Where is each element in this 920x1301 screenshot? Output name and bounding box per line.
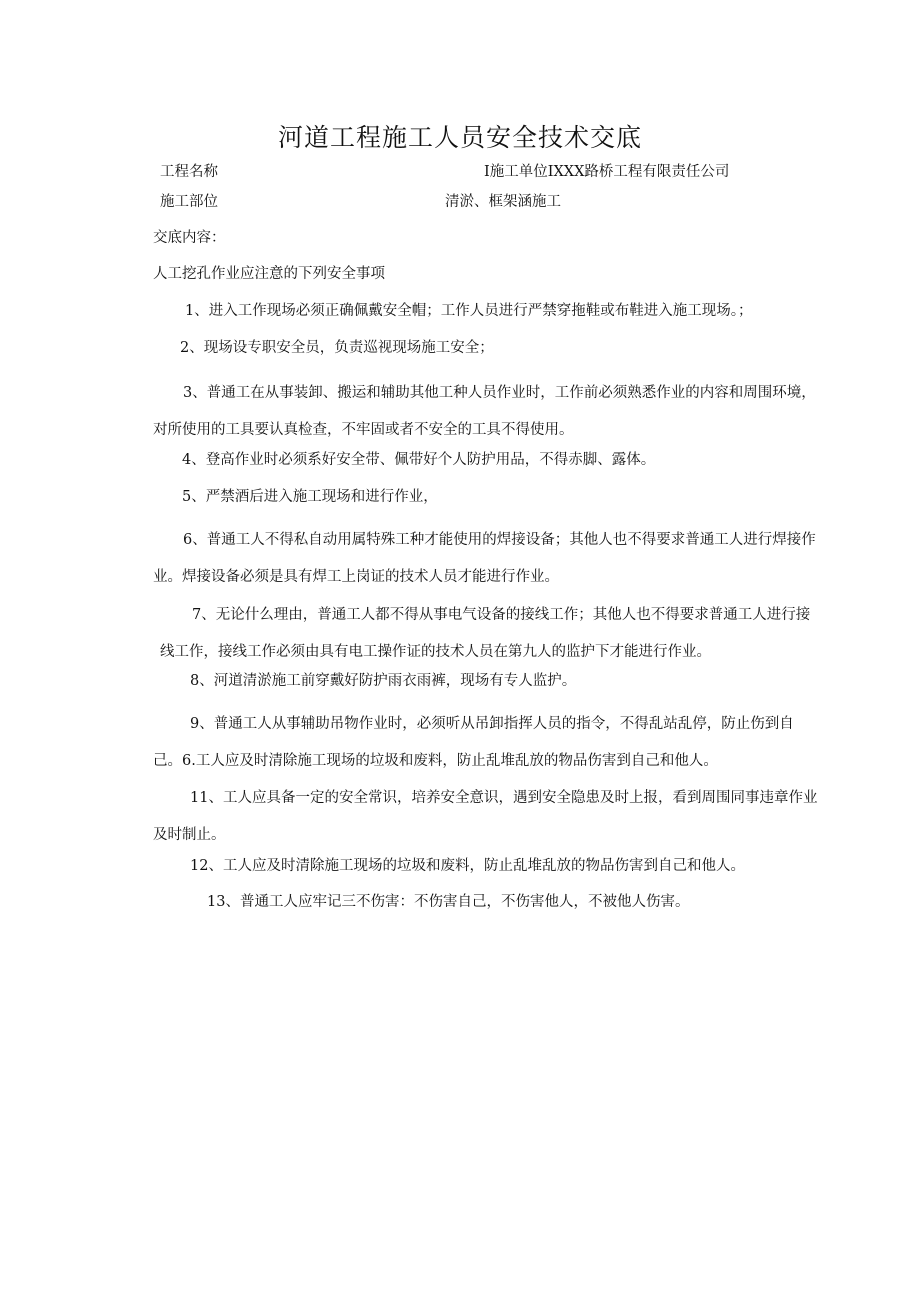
list-item: 7、无论什么理由，普通工人都不得从事电气设备的接线工作；其他人也不得要求普通工人进行接线工作，接线工作必须由具有电工操作证的技术人员在第九人的监护下才能进行作业。 — [160, 607, 811, 660]
list-item: 6、普通工人不得私自动用属特殊工种才能使用的焊接设备；其他人也不得要求普通工人进行焊接作业。焊接设备必须是具有焊工上岗证的技术人员才能进行作业。 — [153, 532, 816, 585]
list-item: 3、普通工在从事装卸、搬运和辅助其他工种人员作业时，工作前必须熟悉作业的内容和周围环境，对所使用的工具要认真检查，不牢固或者不安全的工具不得使用。 — [153, 385, 816, 438]
list-item: 2、现场设专职安全员，负责巡视现场施工安全； — [180, 340, 494, 356]
document-title: 河道工程施工人员安全技术交底 — [277, 123, 642, 152]
list-item: 4、登高作业时必须系好安全带、佩带好个人防护用品，不得赤脚、露体。 — [182, 452, 656, 468]
construction-unit: I施工单位IXXX路桥工程有限责任公司 — [484, 164, 730, 180]
list-item: 1、进入工作现场必须正确佩戴安全帽；工作人员进行严禁穿拖鞋或布鞋进入施工现场。； — [185, 303, 753, 319]
construction-part-value: 清淤、框架涵施工 — [445, 194, 561, 210]
list-item: 11、工人应具备一定的安全常识，培养安全意识，遇到安全隐患及时上报，看到周围同事违章作业及时制止。 — [153, 790, 818, 843]
list-item: 5、严禁酒后进入施工现场和进行作业， — [182, 489, 438, 505]
construction-part-label: 施工部位 — [160, 194, 218, 210]
list-item: 9、普通工人从事辅助吊物作业时，必须听从吊卸指挥人员的指令，不得乱站乱停，防止伤到自己。6.工人应及时清除施工现场的垃圾和废料，防止乱堆乱放的物品伤害到自己和他人。 — [153, 716, 794, 769]
list-item: 13、普通工人应牢记三不伤害：不伤害自己，不伤害他人，不被他人伤害。 — [207, 894, 690, 910]
project-name-label: 工程名称 — [160, 164, 218, 180]
section-heading: 人工挖孔作业应注意的下列安全事项 — [153, 266, 385, 282]
list-item: 12、工人应及时清除施工现场的垃圾和废料，防止乱堆乱放的物品伤害到自己和他人。 — [190, 858, 745, 874]
list-item: 8、河道清淤施工前穿戴好防护雨衣雨裤，现场有专人监护。 — [190, 673, 577, 689]
content-label: 交底内容： — [153, 230, 226, 246]
